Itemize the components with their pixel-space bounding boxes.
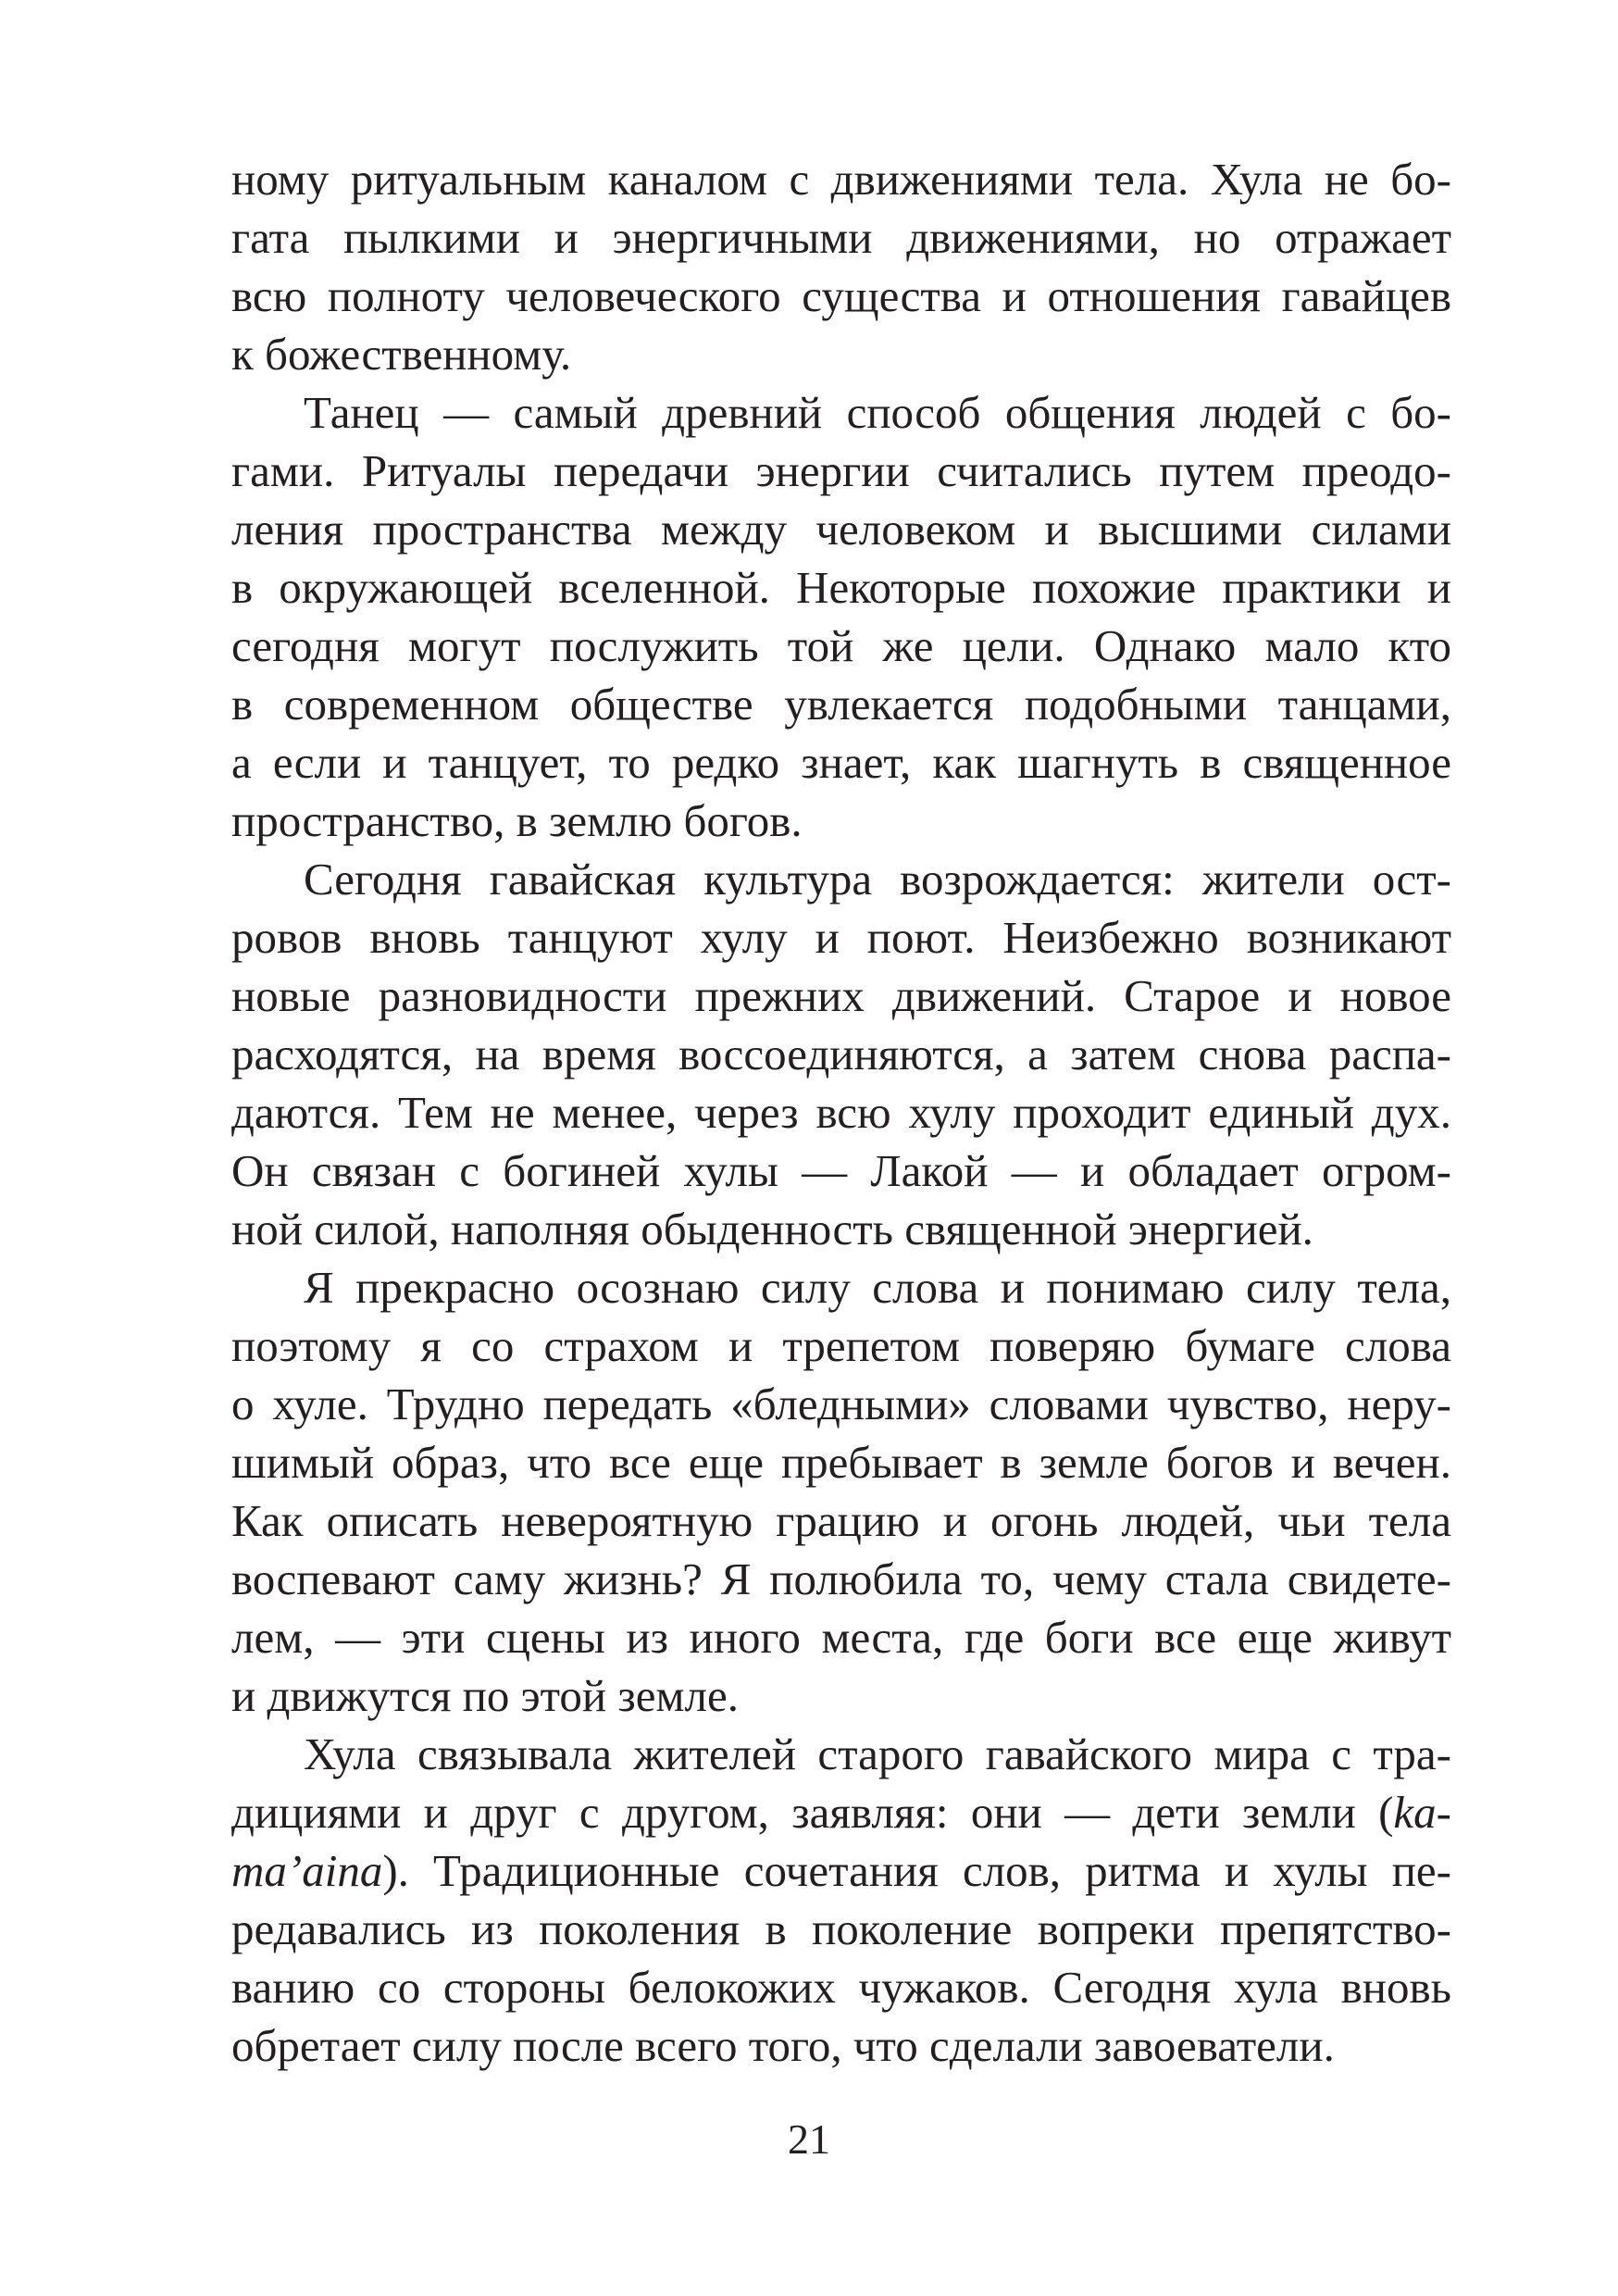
text-line: лем, — эти сцены из иного места, где боги все еще живут xyxy=(231,1612,1451,1663)
text-line: в окружающей вселенной. Некоторые похожие практики и xyxy=(231,562,1451,613)
text-line: а если и танцует, то редко знает, как шагнуть в священное xyxy=(231,737,1451,788)
text-line: ванию со стороны белокожих чужаков. Сегодня хула вновь xyxy=(231,1962,1451,2013)
text-line: пространство, в землю богов. xyxy=(231,795,803,846)
text-segment: ). Традиционные сочетания слов, ритма и хулы пе- xyxy=(382,1845,1451,1896)
paragraph-1 xyxy=(231,150,1451,383)
text-line: новые разновидности прежних движений. Старое и новое xyxy=(231,970,1451,1021)
text-line xyxy=(231,1841,1451,1900)
text-line: Хула связывала жителей старого гавайского мира с тра- xyxy=(304,1728,1451,1779)
text-line: гами. Ритуалы передачи энергии считались путем преодо- xyxy=(231,445,1451,496)
paragraph-3 xyxy=(231,850,1451,1258)
body-text xyxy=(231,150,1451,2075)
italic-term: ma’aina xyxy=(231,1845,383,1896)
text-line: Я прекрасно осознаю силу слова и понимаю силу тела, xyxy=(304,1262,1451,1313)
paragraph-2 xyxy=(231,383,1451,850)
page-number: 21 xyxy=(788,2115,830,2163)
text-line: Сегодня гавайская культура возрождается: жители ост- xyxy=(304,854,1451,905)
paragraph-4 xyxy=(231,1258,1451,1725)
text-line: о хуле. Трудно передать «бледными» словами чувство, нeру- xyxy=(231,1379,1451,1429)
text-line: обретает силу после всего того, что сделали завоеватели. xyxy=(231,2020,1335,2071)
text-line: расходятся, на время воссоединяются, а затем снова распа- xyxy=(231,1029,1451,1079)
text-line: всю полноту человеческого существа и отношения гавайцев xyxy=(231,270,1451,321)
text-line: редавались из поколения в поколение вопреки препятство- xyxy=(231,1903,1451,1954)
text-line: ному ритуальным каналом с движениями тела. Хула не бо- xyxy=(231,154,1451,205)
text-line: и движутся по этой земле. xyxy=(231,1670,739,1721)
text-line: ления пространства между человеком и высшими силами xyxy=(231,504,1451,555)
text-segment: дициями и друг с другом, заявляя: они — дети земли ( xyxy=(231,1787,1394,1838)
text-line: к божественному. xyxy=(231,329,572,380)
text-line: поэтому я со страхом и трепетом поверяю бумаге слова xyxy=(231,1320,1451,1371)
text-line: гата пылкими и энергичными движениями, но отражает xyxy=(231,212,1451,263)
text-line: ровов вновь танцуют хулу и поют. Неизбежно возникают xyxy=(231,912,1451,963)
text-line: сегодня могут послужить той же цели. Однако мало кто xyxy=(231,620,1451,671)
text-line: Как описать невероятную грацию и огонь людей, чьи тела xyxy=(231,1495,1451,1546)
text-line: Он связан с богиней хулы — Лакой — и обладает огром- xyxy=(231,1145,1451,1196)
italic-term: ka- xyxy=(1393,1787,1451,1838)
text-line: воспевают саму жизнь? Я полюбила то, чему стала свидете- xyxy=(231,1554,1451,1604)
paragraph-5 xyxy=(231,1725,1451,2075)
text-line: шимый образ, что все еще пребывает в земле богов и вечен. xyxy=(231,1437,1451,1488)
text-line: в современном обществе увлекается подобными танцами, xyxy=(231,679,1451,730)
text-line: Танец — самый древний способ общения людей с бо- xyxy=(304,387,1451,438)
text-line: ной силой, наполняя обыденность священной энергией. xyxy=(231,1204,1313,1254)
text-line xyxy=(231,1783,1451,1841)
text-line: даются. Тем не менее, через всю хулу проходит единый дух. xyxy=(231,1087,1451,1138)
